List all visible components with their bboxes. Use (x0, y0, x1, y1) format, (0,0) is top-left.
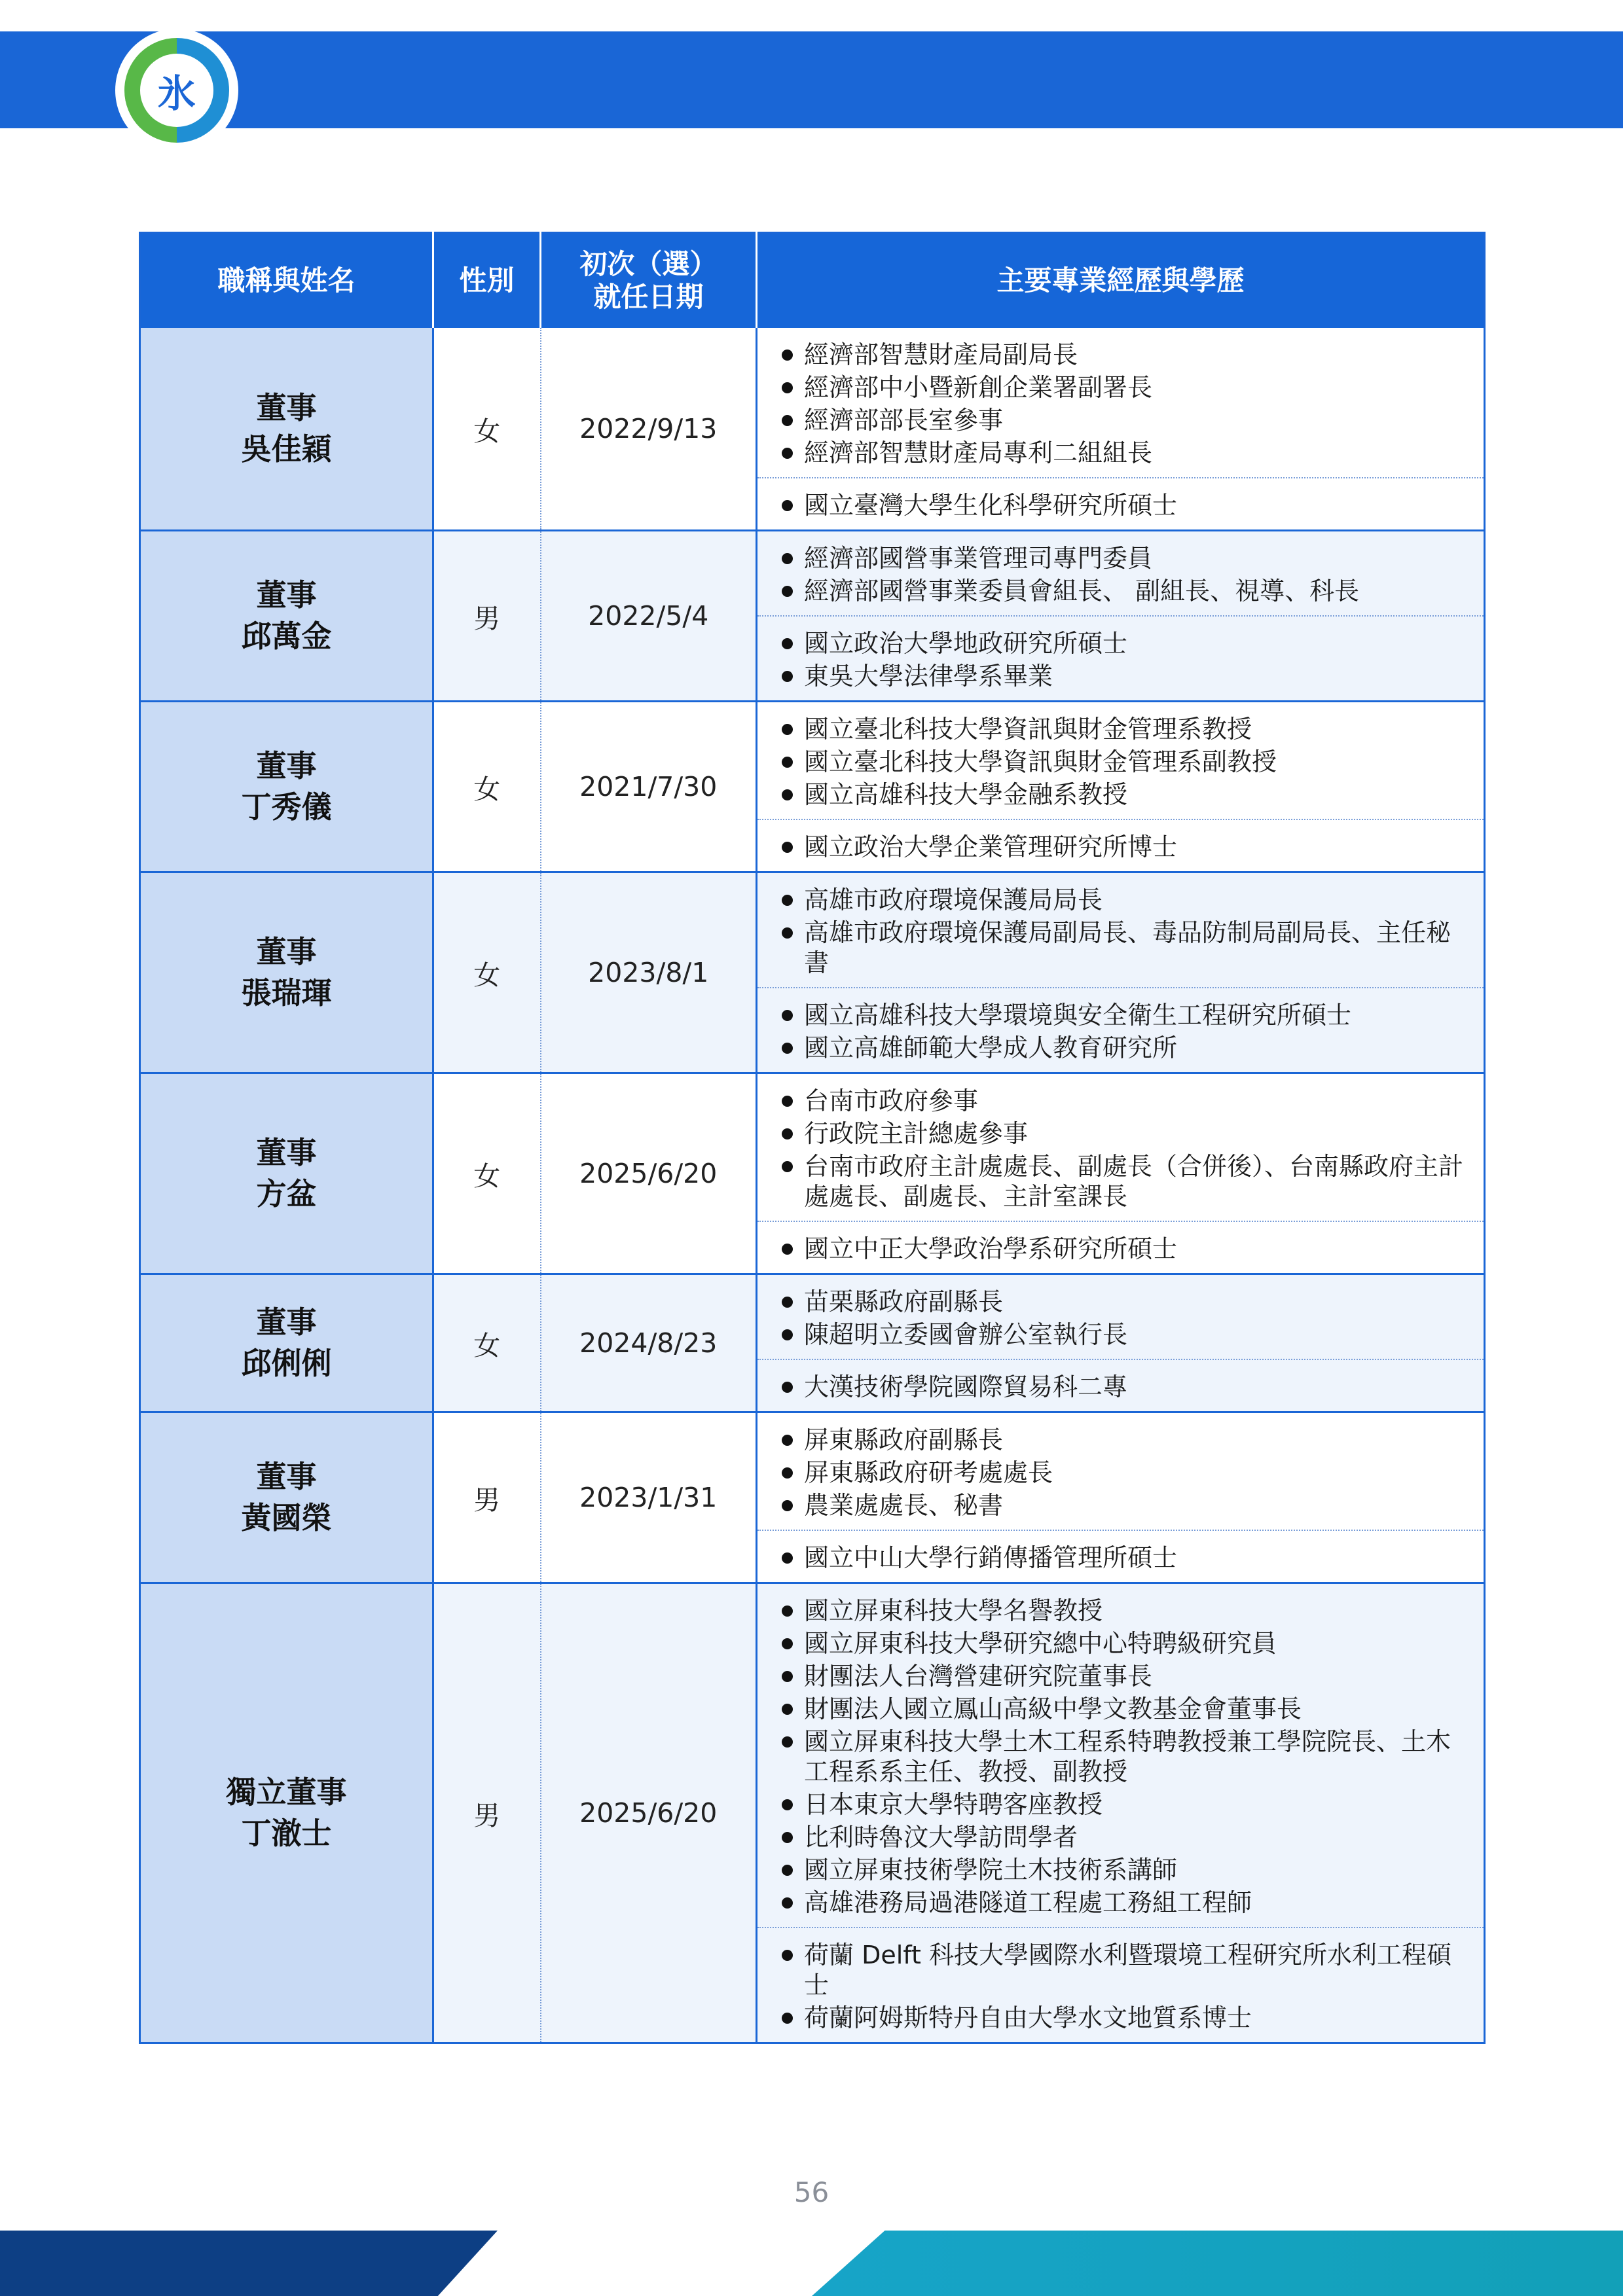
member-name-cell (140, 1583, 433, 2043)
company-logo-icon (118, 31, 236, 149)
education-list (781, 1940, 1470, 2033)
footer-band-right (812, 2231, 1623, 2296)
experience-item: 屏東縣政府研考處處長 (781, 1458, 1470, 1488)
experience-item: 經濟部中小暨新創企業署副署長 (781, 372, 1470, 403)
experience-item: 國立屏東科技大學研究總中心特聘級研究員 (781, 1628, 1470, 1659)
education-list (781, 1372, 1470, 1402)
member-name: 張瑞琿 (241, 975, 332, 1011)
experience-item: 經濟部智慧財產局副局長 (781, 340, 1470, 370)
member-background-cell (757, 328, 1485, 531)
member-appointment-date: 2023/8/1 (541, 872, 757, 1073)
table-row (140, 1412, 1485, 1583)
experience-item: 國立臺北科技大學資訊與財金管理系教授 (781, 714, 1470, 744)
member-gender: 女 (433, 702, 541, 872)
education-section (757, 1359, 1484, 1411)
education-item: 國立高雄師範大學成人教育研究所 (781, 1033, 1470, 1063)
experience-list (781, 714, 1470, 810)
experience-list (781, 1596, 1470, 1918)
education-item: 荷蘭 Delft 科技大學國際水利暨環境工程研究所水利工程碩士 (781, 1940, 1470, 2000)
experience-item: 陳超明立委國會辦公室執行長 (781, 1319, 1470, 1350)
experience-item: 經濟部國營事業管理司專門委員 (781, 543, 1470, 573)
header-gender: 性別 (433, 233, 541, 329)
member-background-cell (757, 872, 1485, 1073)
experience-item: 台南市政府主計處處長、副處長（合併後）、台南縣政府主計處處長、副處長、主計室課長 (781, 1151, 1470, 1211)
experience-section (757, 1413, 1484, 1530)
education-list (781, 1000, 1470, 1063)
table-header-row (140, 233, 1485, 329)
member-gender: 女 (433, 1073, 541, 1274)
table-row (140, 1274, 1485, 1412)
member-name-cell (140, 328, 433, 531)
education-list (781, 628, 1470, 691)
header-name: 職稱與姓名 (140, 233, 433, 329)
member-title: 董事 (256, 390, 317, 426)
education-section (757, 1530, 1484, 1582)
experience-item: 高雄港務局過港隧道工程處工務組工程師 (781, 1888, 1470, 1918)
member-name-cell (140, 872, 433, 1073)
member-gender: 男 (433, 1412, 541, 1583)
education-item: 國立政治大學地政研究所碩士 (781, 628, 1470, 658)
member-title: 董事 (256, 748, 317, 784)
experience-item: 國立屏東科技大學名譽教授 (781, 1596, 1470, 1626)
education-item: 國立高雄科技大學環境與安全衛生工程研究所碩士 (781, 1000, 1470, 1030)
member-title: 董事 (256, 577, 317, 613)
education-item: 國立臺灣大學生化科學研究所碩士 (781, 490, 1470, 520)
member-background-cell (757, 1412, 1485, 1583)
education-list (781, 1234, 1470, 1264)
member-name-cell (140, 531, 433, 702)
member-gender: 女 (433, 1274, 541, 1412)
header-date (541, 233, 757, 329)
experience-section (757, 328, 1484, 477)
experience-item: 財團法人台灣營建研究院董事長 (781, 1661, 1470, 1691)
experience-item: 財團法人國立鳳山高級中學文教基金會董事長 (781, 1694, 1470, 1724)
page-number: 56 (793, 2176, 830, 2208)
education-list (781, 832, 1470, 862)
member-background-cell (757, 1583, 1485, 2043)
member-name: 丁澈士 (241, 1816, 332, 1851)
member-title: 獨立董事 (226, 1774, 347, 1810)
member-name: 方盆 (256, 1176, 317, 1211)
member-background-cell (757, 531, 1485, 702)
member-title: 董事 (256, 934, 317, 970)
member-appointment-date: 2023/1/31 (541, 1412, 757, 1583)
member-appointment-date: 2022/5/4 (541, 531, 757, 702)
member-name: 黃國榮 (241, 1500, 332, 1535)
member-name-cell (140, 1073, 433, 1274)
member-name: 邱俐俐 (241, 1346, 332, 1381)
header-bar (0, 31, 1623, 128)
experience-list (781, 1086, 1470, 1211)
member-gender: 男 (433, 531, 541, 702)
experience-item: 高雄市政府環境保護局副局長、毒品防制局副局長、主任秘書 (781, 918, 1470, 978)
member-gender: 男 (433, 1583, 541, 2043)
education-list (781, 490, 1470, 520)
member-background-cell (757, 1274, 1485, 1412)
education-section (757, 477, 1484, 529)
education-section (757, 987, 1484, 1072)
experience-item: 台南市政府參事 (781, 1086, 1470, 1116)
education-item: 東吳大學法律學系畢業 (781, 661, 1470, 691)
education-section (757, 819, 1484, 871)
member-title: 董事 (256, 1135, 317, 1171)
experience-section (757, 873, 1484, 987)
header-date-line2: 就任日期 (593, 281, 704, 313)
table-row (140, 702, 1485, 872)
education-section (757, 1221, 1484, 1273)
table-row (140, 1583, 1485, 2043)
experience-item: 國立臺北科技大學資訊與財金管理系副教授 (781, 747, 1470, 777)
experience-section (757, 1584, 1484, 1927)
experience-section (757, 702, 1484, 819)
experience-item: 比利時魯汶大學訪問學者 (781, 1822, 1470, 1852)
experience-item: 國立高雄科技大學金融系教授 (781, 780, 1470, 810)
member-background-cell (757, 1073, 1485, 1274)
experience-section (757, 1275, 1484, 1359)
table-row (140, 1073, 1485, 1274)
member-appointment-date: 2025/6/20 (541, 1583, 757, 2043)
experience-list (781, 543, 1470, 606)
member-name: 吳佳穎 (241, 431, 332, 467)
experience-item: 經濟部部長室參事 (781, 405, 1470, 435)
education-item: 國立中正大學政治學系研究所碩士 (781, 1234, 1470, 1264)
member-appointment-date: 2021/7/30 (541, 702, 757, 872)
experience-item: 屏東縣政府副縣長 (781, 1425, 1470, 1455)
experience-section (757, 1074, 1484, 1221)
member-name-cell (140, 702, 433, 872)
experience-list (781, 340, 1470, 468)
member-appointment-date: 2025/6/20 (541, 1073, 757, 1274)
header-date-line1: 初次（選） (579, 247, 718, 280)
table-row (140, 872, 1485, 1073)
education-item: 荷蘭阿姆斯特丹自由大學水文地質系博士 (781, 2003, 1470, 2033)
footer-band-left (0, 2231, 498, 2296)
member-title: 董事 (256, 1459, 317, 1495)
education-item: 國立政治大學企業管理研究所博士 (781, 832, 1470, 862)
experience-list (781, 885, 1470, 978)
member-name: 丁秀儀 (241, 789, 332, 825)
table-row (140, 531, 1485, 702)
education-item: 國立中山大學行銷傳播管理所碩士 (781, 1543, 1470, 1573)
experience-item: 苗栗縣政府副縣長 (781, 1287, 1470, 1317)
member-gender: 女 (433, 872, 541, 1073)
experience-item: 高雄市政府環境保護局局長 (781, 885, 1470, 915)
member-gender: 女 (433, 328, 541, 531)
board-members-table (139, 232, 1486, 2044)
member-name-cell (140, 1412, 433, 1583)
experience-item: 國立屏東科技大學土木工程系特聘教授兼工學院院長、土木工程系系主任、教授、副教授 (781, 1727, 1470, 1787)
experience-item: 農業處處長、秘書 (781, 1490, 1470, 1520)
experience-list (781, 1287, 1470, 1350)
member-appointment-date: 2024/8/23 (541, 1274, 757, 1412)
member-background-cell (757, 702, 1485, 872)
experience-item: 經濟部國營事業委員會組長、 副組長、視導、科長 (781, 576, 1470, 606)
member-name: 邱萬金 (241, 619, 332, 654)
education-list (781, 1543, 1470, 1573)
experience-list (781, 1425, 1470, 1520)
experience-item: 日本東京大學特聘客座教授 (781, 1789, 1470, 1820)
experience-item: 行政院主計總處參事 (781, 1119, 1470, 1149)
experience-section (757, 531, 1484, 615)
education-section (757, 1927, 1484, 2042)
member-name-cell (140, 1274, 433, 1412)
logo-mark: 氷 (140, 54, 213, 127)
experience-item: 經濟部智慧財產局專利二組組長 (781, 438, 1470, 468)
education-section (757, 615, 1484, 700)
member-title: 董事 (256, 1304, 317, 1340)
table-body (140, 328, 1485, 2043)
table-row (140, 328, 1485, 531)
header-experience: 主要專業經歷與學歷 (757, 233, 1485, 329)
member-appointment-date: 2022/9/13 (541, 328, 757, 531)
experience-item: 國立屏東技術學院土木技術系講師 (781, 1855, 1470, 1885)
education-item: 大漢技術學院國際貿易科二專 (781, 1372, 1470, 1402)
